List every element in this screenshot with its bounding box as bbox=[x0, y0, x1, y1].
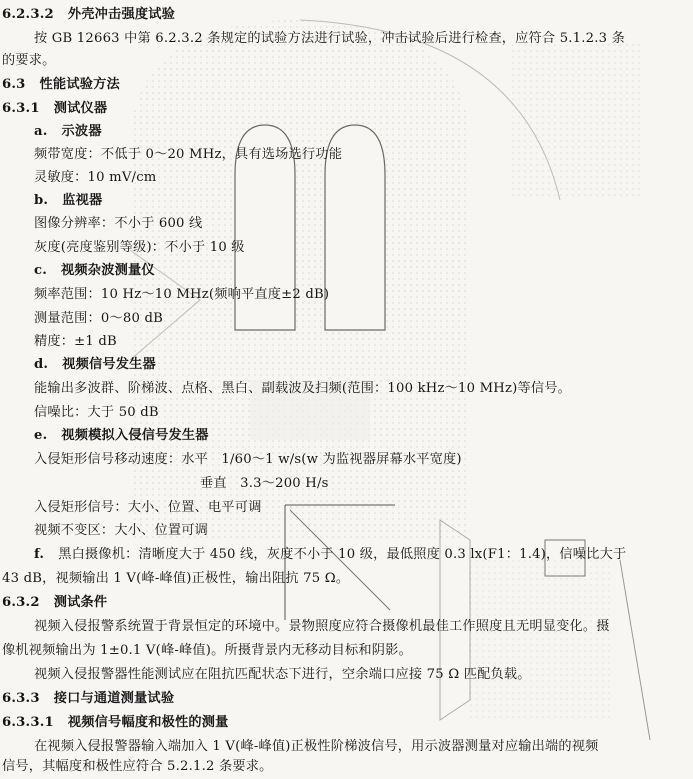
text-line: 43 dB，视频输出 1 V(峰-峰值)正极性，输出阻抗 75 Ω。 bbox=[2, 571, 350, 586]
text-line: 图像分辨率：不小于 600 线 bbox=[34, 216, 203, 231]
paragraph-line: 视频入侵报警器性能测试应在阻抗匹配状态下进行，空余端口应接 75 Ω 匹配负载。 bbox=[34, 667, 531, 682]
item-a-heading: a. 示波器 bbox=[34, 124, 102, 139]
item-d-heading: d. 视频信号发生器 bbox=[34, 357, 156, 372]
heading-6-3-3-1: 6.3.3.1 视频信号幅度和极性的测量 bbox=[2, 715, 229, 730]
text-line: 灵敏度：10 mV/cm bbox=[34, 170, 157, 185]
item-e-heading: e. 视频模拟入侵信号发生器 bbox=[34, 428, 209, 443]
paragraph-line: 视频入侵报警系统置于背景恒定的环境中。景物照度应符合摄像机最佳工作照度且无明显变化。摄 bbox=[34, 619, 610, 634]
paragraph-line: 像机视频输出为 1±0.1 V(峰-峰值)。所摄背景内无移动目标和阴影。 bbox=[2, 643, 412, 658]
text-line: 入侵矩形信号：大小、位置、电平可调 bbox=[34, 500, 262, 515]
paragraph-line: 的要求。 bbox=[2, 53, 56, 68]
heading-6-2-3-2: 6.2.3.2 外壳冲击强度试验 bbox=[2, 7, 175, 22]
text-line: 信噪比：大于 50 dB bbox=[34, 405, 159, 420]
text-line-vertical-speed: 垂直 3.3～200 H/s bbox=[200, 476, 329, 491]
item-f: f. 黑白摄像机：清晰度大于 450 线，灰度不小于 10 级，最低照度 0.3 lx(F1：1.4)，信噪比大于 bbox=[34, 547, 627, 562]
text-line: 能输出多波群、阶梯波、点格、黑白、副载波及扫频(范围：100 kHz～10 MHz)等信号。 bbox=[34, 381, 572, 396]
text-line: 频带宽度：不低于 0～20 MHz，具有选场选行功能 bbox=[34, 147, 343, 162]
paragraph-line: 信号，其幅度和极性应符合 5.2.1.2 条要求。 bbox=[2, 759, 273, 774]
text-line: 精度：±1 dB bbox=[34, 334, 117, 349]
heading-6-3: 6.3 性能试验方法 bbox=[2, 77, 120, 92]
paragraph-line: 在视频入侵报警器输入端加入 1 V(峰-峰值)正极性阶梯波信号，用示波器测量对应输出端的视频 bbox=[34, 739, 599, 754]
text-line: 灰度(亮度鉴别等级)：不小于 10 级 bbox=[34, 240, 245, 255]
paragraph-line: 按 GB 12663 中第 6.2.3.2 条规定的试验方法进行试验，冲击试验后进行检查，应符合 5.1.2.3 条 bbox=[34, 31, 626, 46]
text-line: 测量范围：0～80 dB bbox=[34, 311, 164, 326]
heading-6-3-2: 6.3.2 测试条件 bbox=[2, 595, 108, 610]
text-line: 视频不变区：大小、位置可调 bbox=[34, 523, 209, 538]
heading-6-3-3: 6.3.3 接口与通道测量试验 bbox=[2, 691, 175, 706]
heading-6-3-1: 6.3.1 测试仪器 bbox=[2, 101, 108, 116]
text-line: 频率范围：10 Hz～10 MHz(频响平直度±2 dB) bbox=[34, 287, 330, 302]
item-b-heading: b. 监视器 bbox=[34, 193, 103, 208]
item-c-heading: c. 视频杂波测量仪 bbox=[34, 263, 155, 278]
text-line: 入侵矩形信号移动速度：水平 1/60～1 w/s(w 为监视器屏幕水平宽度) bbox=[34, 452, 462, 467]
